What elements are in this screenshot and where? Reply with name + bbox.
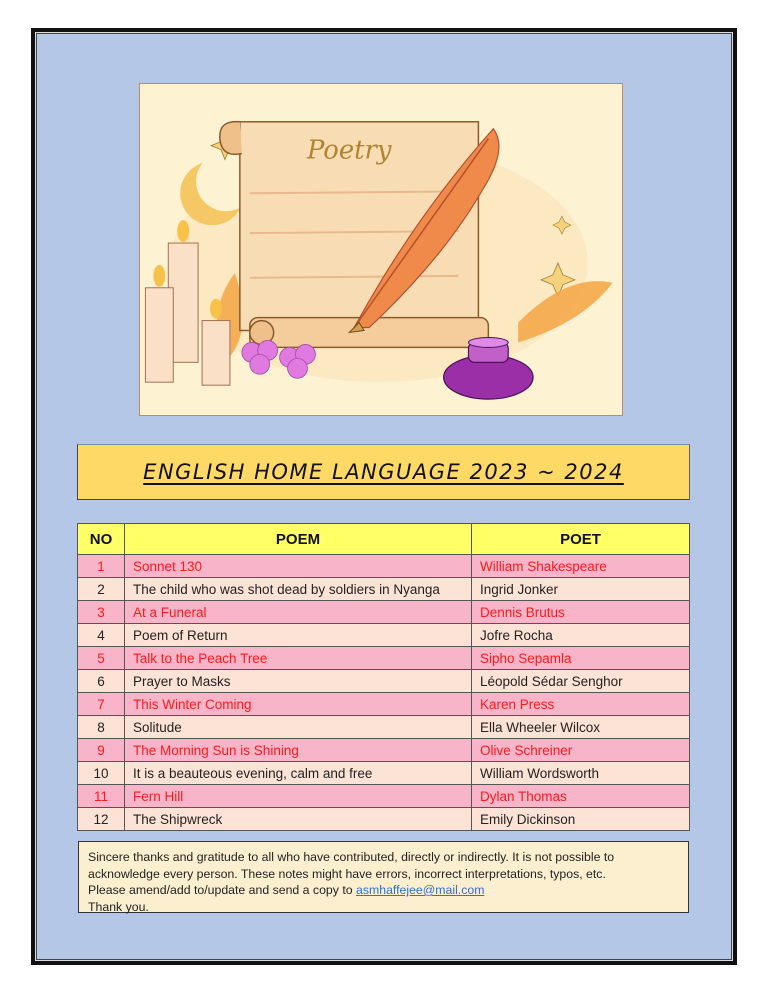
table-row	[78, 739, 690, 762]
poem-title: Prayer to Masks	[125, 670, 472, 693]
poet-name: Léopold Sédar Senghor	[472, 670, 690, 693]
note-line: acknowledge every person. These notes might have errors, incorrect interpretations, typos, etc.	[88, 866, 606, 881]
poem-title: The Shipwreck	[125, 808, 472, 831]
poem-title: Talk to the Peach Tree	[125, 647, 472, 670]
poetry-illustration	[139, 83, 623, 416]
poem-title: Solitude	[125, 716, 472, 739]
poet-name: Olive Schreiner	[472, 739, 690, 762]
row-number: 3	[78, 601, 125, 624]
poems-table	[77, 523, 690, 831]
row-number: 5	[78, 647, 125, 670]
note-line-text: Please amend/add to/update and send a copy to	[88, 883, 356, 897]
email-link[interactable]: asmhaffejee@mail.com	[356, 883, 485, 897]
table-row	[78, 716, 690, 739]
poet-name: Jofre Rocha	[472, 624, 690, 647]
poet-name: Ingrid Jonker	[472, 578, 690, 601]
poet-name: Sipho Sepamla	[472, 647, 690, 670]
poet-name: Ella Wheeler Wilcox	[472, 716, 690, 739]
poem-title: Fern Hill	[125, 785, 472, 808]
poet-name: Dylan Thomas	[472, 785, 690, 808]
row-number: 10	[78, 762, 125, 785]
column-header-poet: POET	[472, 524, 690, 555]
table-row	[78, 647, 690, 670]
poet-name: William Wordsworth	[472, 762, 690, 785]
column-header-no: NO	[78, 524, 125, 555]
poem-title: The Morning Sun is Shining	[125, 739, 472, 762]
table-row	[78, 624, 690, 647]
table-row	[78, 808, 690, 831]
note-line: Thank you.	[88, 899, 149, 914]
table-row	[78, 762, 690, 785]
table-row	[78, 670, 690, 693]
table-header-row	[78, 524, 690, 555]
table-row	[78, 693, 690, 716]
table-row	[78, 578, 690, 601]
page-title: ENGLISH HOME LANGUAGE 2023 ~ 2024	[143, 460, 624, 484]
poem-title: Poem of Return	[125, 624, 472, 647]
note-line	[88, 882, 679, 899]
table-row	[78, 601, 690, 624]
note-line: Sincere thanks and gratitude to all who have contributed, directly or indirectly. It is not possible to	[88, 850, 615, 864]
poet-name: Dennis Brutus	[472, 601, 690, 624]
acknowledgement-note	[78, 841, 689, 913]
row-number: 12	[78, 808, 125, 831]
row-number: 8	[78, 716, 125, 739]
poem-title: This Winter Coming	[125, 693, 472, 716]
column-header-poem: POEM	[125, 524, 472, 555]
row-number: 11	[78, 785, 125, 808]
poem-title: It is a beauteous evening, calm and free	[125, 762, 472, 785]
row-number: 9	[78, 739, 125, 762]
poet-name: Emily Dickinson	[472, 808, 690, 831]
svg-text:Poetry: Poetry	[306, 135, 392, 166]
poetry-scroll-image	[140, 84, 622, 415]
poet-name: Karen Press	[472, 693, 690, 716]
poet-name: William Shakespeare	[472, 555, 690, 578]
poem-title: Sonnet 130	[125, 555, 472, 578]
table-row	[78, 785, 690, 808]
row-number: 2	[78, 578, 125, 601]
poem-title: The child who was shot dead by soldiers in Nyanga	[125, 578, 472, 601]
poem-title: At a Funeral	[125, 601, 472, 624]
title-banner	[77, 444, 690, 500]
row-number: 7	[78, 693, 125, 716]
row-number: 6	[78, 670, 125, 693]
row-number: 4	[78, 624, 125, 647]
row-number: 1	[78, 555, 125, 578]
table-row	[78, 555, 690, 578]
